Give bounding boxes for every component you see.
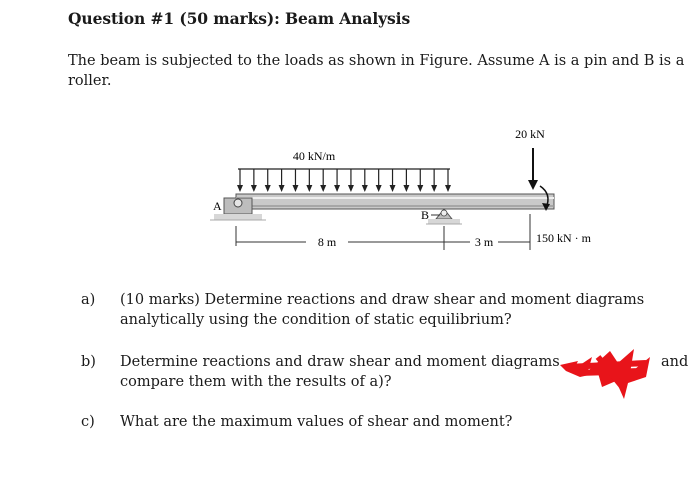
distributed-load-arrowhead [445, 185, 451, 192]
distributed-load-arrowhead [251, 185, 257, 192]
question-c-marker: c) [81, 414, 95, 430]
span-bc-label: 3 m [474, 235, 494, 249]
distributed-load-arrowhead [348, 185, 354, 192]
question-c [81, 412, 681, 432]
beam-figure [200, 118, 620, 276]
distributed-load-arrowhead [376, 185, 382, 192]
roller-support-b [426, 209, 462, 224]
problem-statement: The beam is subjected to the loads as shown in Figure. Assume A is a pin and B is a roller. [68, 53, 685, 89]
moment-label: 150 kN · m [536, 231, 591, 245]
distributed-load-arrowhead [362, 185, 368, 192]
distributed-load-arrowhead [431, 185, 437, 192]
question-a-line1: (10 marks) Determine reactions and draw shear and moment diagrams [120, 292, 645, 308]
distributed-load-arrowhead [403, 185, 409, 192]
redaction-scribble [558, 343, 658, 401]
beam [236, 194, 554, 209]
question-a [81, 290, 681, 330]
question-b-line2: compare them with the results of a)? [120, 374, 392, 390]
point-load-arrow [528, 148, 538, 190]
question-b-line1-tail: and [661, 354, 689, 370]
distributed-load-arrowhead [265, 185, 271, 192]
span-ab-label: 8 m [317, 235, 337, 249]
distributed-load-arrowhead [279, 185, 285, 192]
distributed-load-label: 40 kN/m [292, 149, 336, 163]
question-a-line2: analytically using the condition of static equilibrium? [120, 312, 512, 328]
distributed-load-arrowhead [237, 185, 243, 192]
distributed-load-arrowhead [292, 185, 298, 192]
distributed-load-arrowhead [334, 185, 340, 192]
beam-diagram [200, 118, 620, 276]
question-b-marker: b) [81, 354, 96, 370]
distributed-load-arrowhead [306, 185, 312, 192]
question-c-line1: What are the maximum values of shear and moment? [120, 414, 513, 430]
question-a-marker: a) [81, 292, 96, 308]
point-load-label: 20 kN [515, 127, 545, 141]
distributed-load-arrowhead [417, 185, 423, 192]
support-a-label: A [213, 199, 222, 213]
distributed-load-arrowhead [320, 185, 326, 192]
distributed-load-arrowhead [390, 185, 396, 192]
question-title: Question #1 (50 marks): Beam Analysis [68, 9, 411, 28]
distributed-load-arrows [237, 169, 451, 192]
question-b-line1: Determine reactions and draw shear and moment diagrams [120, 354, 560, 370]
support-b-label: B [421, 208, 430, 222]
